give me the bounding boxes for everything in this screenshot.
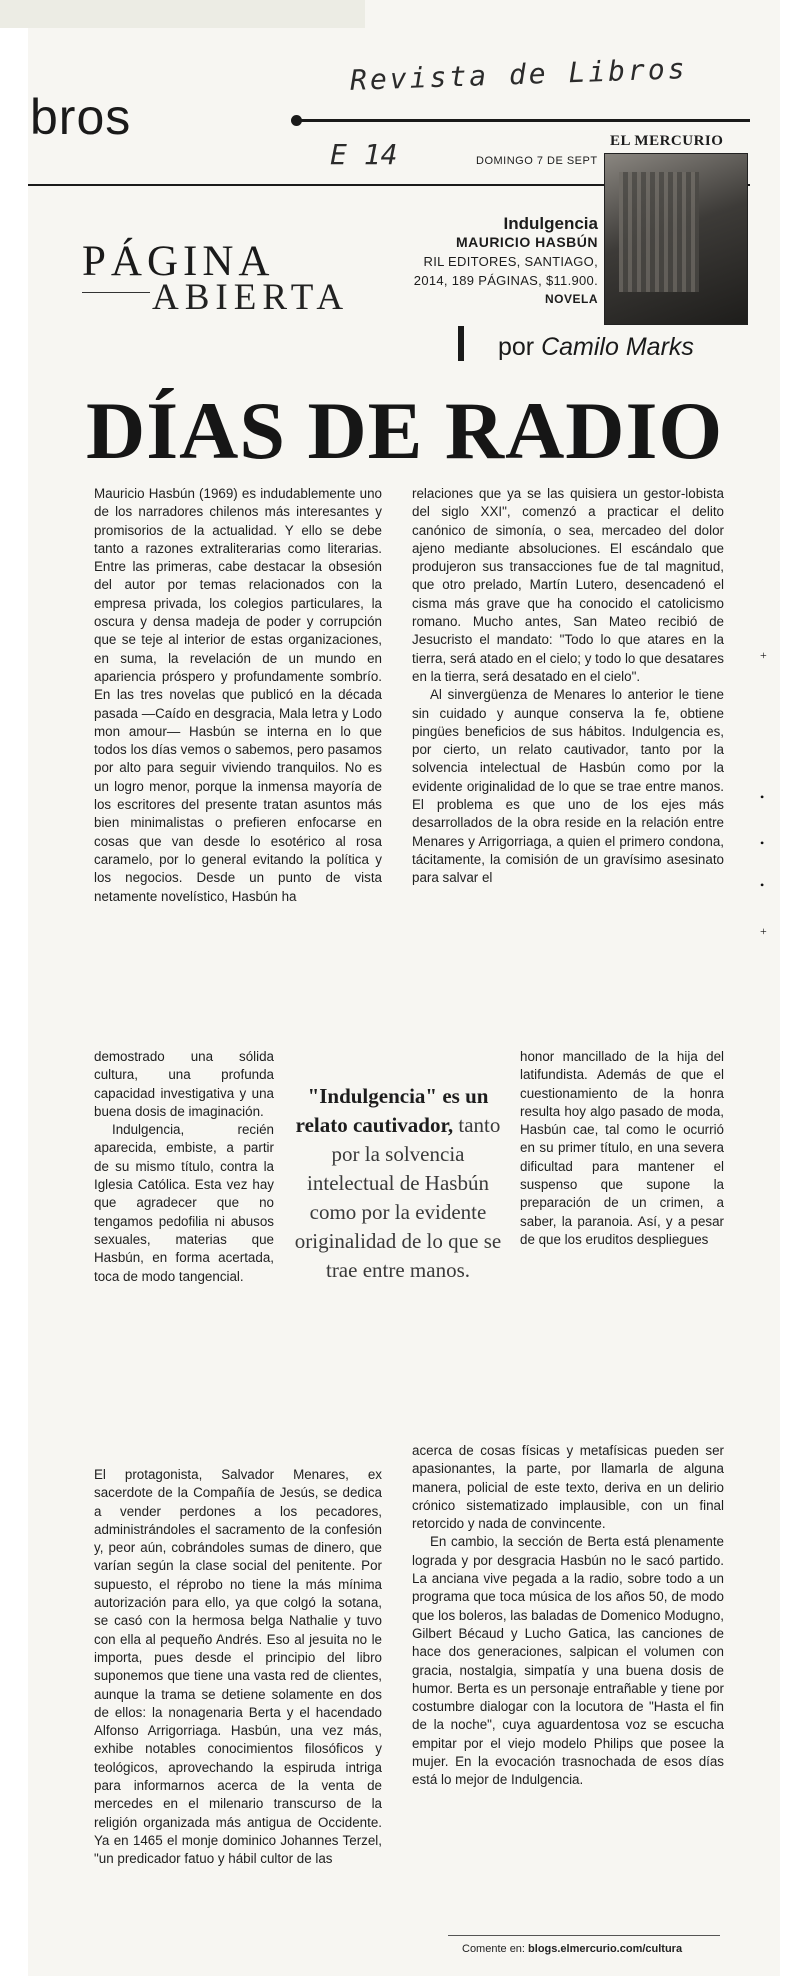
headline: DÍAS DE RADIO [86,385,724,476]
byline-prefix: por [498,333,535,361]
paragraph: honor mancillado de la hija del latifundista. Además de que el cuestionamiento de la honra resulta hoy algo pasado de moda, Hasbún cae, tal como le ocurrió en su primer título, en una severa dificultad para mantener el suspenso que supone la preparación de un crimen, a saber, la paranoia. Así, y a pesar de que los eruditos despliegues [520,1049,724,1247]
paragraph: acerca de cosas físicas y metafísicas pueden ser apasionantes, la parte, por llamarla de alguna manera, policial de este texto, deriva en un delirio crónico sistematizado implausible, con un final retorcido y nada de convincente. [412,1443,724,1532]
margin-mark: • [760,878,765,892]
paragraph: Mauricio Hasbún (1969) es indudablemente uno de los narradores chilenos más interesantes y promisorios de la actualidad. Y ello se debe tanto a razones extraliterarias como literarias. Entre las primeras, cabe destacar la obsesión del autor por temas relacionados con la empresa privada, los colegios particulares, la oscura y densa madeja de poder y corrupción que se teje al interior de estas organizaciones, en suma, la revelación de un mundo en apariencia próspero y profundamente sombrío. En las tres novelas que publicó en la década pasada —Caído en desgracia, Mala letra y Lodo mon amour— Hasbún se interna en lo que todos los días vemos o sabemos, pero pasamos por alto para seguir viviendo tranquilos. No es un logro menor, porque la inmensa mayoría de los escritores del presente tratan asuntos más bien minimalistas o prefieren enfocarse en cosas que van desde lo esotérico al rosa caramelo, por lo general evitando la política y los negocios. Desde un punto de vista netamente novelístico, Hasbún ha [94,486,382,904]
book-title: Indulgencia [503,214,598,233]
book-cover-image [604,153,748,325]
column-label-line2: ABIERTA [152,277,350,318]
article-column-2c [412,1442,724,1790]
paragraph: relaciones que ya se las quisiera un gestor-lobista del siglo XXI", comenzó a practicar el delito canónico de simonía, o sea, mercadeo del dolor ajeno mediante absoluciones. El escándalo que produjeron sus transacciones fue de tal magnitud, que otro prelado, Martín Lutero, desencadenó el cisma más grave que ha conocido el catolicismo romano. Mucho antes, San Mateo recibió de Jesucristo el mandato: "Todo lo que atares en la tierra, será atado en el cielo; y todo lo que desatares en la tierra, será desatado en el cielo". [412,486,724,684]
footer-comment [462,1943,682,1955]
paragraph: Al sinvergüenza de Menares lo anterior le tiene sin cuidado y aunque conserva la fe, obtiene pingües beneficios de sus hábitos. Indulgencia es, por cierto, un relato cautivador, tanto por la solvencia intelectual de Hasbún como por la evidente originalidad de lo que se trae entre manos. El problema es que uno de los ejes más desarrollados de la obra reside en la relación entre Menares y Arrigorriaga, a quien el primero condona, tácitamente, la comisión de un gravísimo asesinato para salvar el [412,687,724,886]
pull-quote-rest: tanto por la solvencia intelectual de Hasbún como por la evidente originalidad de lo que se trae entre manos. [294,1113,502,1282]
footer-label: Comente en: [462,1943,525,1955]
paragraph: En cambio, la sección de Berta está plenamente lograda y por desgracia Hasbún no le sacó partido. La anciana vive pegada a la radio, sobre todo a un programa que toca música de los años 50, de modo que los boleros, las baladas de Domenico Modugno, Gilbert Bécaud y Lucho Gatica, las canciones de hace dos generaciones, salpican el volumen con gracia, nostalgia, simpatía y una buena dosis de humor. Berta es un personaje entrañable y tiene por costumbre dialogar con la locutora de "Hasta el fin de la noche", cuya aguardentosa voz se escucha empitar por el viejo modelo Philips que posee la mujer. En la evocación trasnochada de esos días está lo mejor de Indulgencia. [412,1534,724,1788]
margin-mark: + [760,648,767,662]
footer-url[interactable]: blogs.elmercurio.com/cultura [528,1943,683,1955]
margin-mark: • [760,790,765,804]
book-details: 2014, 189 PÁGINAS, $11.900. [413,273,598,288]
paragraph: El protagonista, Salvador Menares, ex sacerdote de la Compañía de Jesús, se dedica a vender perdones a los pecadores, administrándoles el sacramento de la confesión y, peor aún, cobrándoles sumas de dinero, que varían según la clase social del penitente. Por supuesto, el réprobo no tiene la más mínima autorización para ello, ya que colgó la sotana, se casó con la hermosa belga Nathalie y tuvo con ella al pequeño Andrés. Eso al jesuita no le importa, pues desde el principio del libro suponemos que tiene una vasta red de clientes, aunque la trama se detiene solamente en dos de ellos: la nonagenaria Berta y el hacendado Alfonso Arrigorriaga. Hasbún, una vez más, exhibe notables conocimientos filosóficos y teológicos, aprovechando la espiruda intriga para informarnos acerca de la venta de mercedes en el milenario transcurso de la religión organizada más antigua de Occidente. Ya en 1465 el monje dominico Johannes Terzel, "un predicador fatuo y hábil cultor de las [94,1467,382,1867]
column-label-divider [82,292,150,293]
pull-quote [286,1082,510,1285]
article-column-2b [520,1048,724,1249]
byline-bar [458,326,464,361]
section-word: bros [30,89,132,145]
byline-author: Camilo Marks [541,333,694,361]
margin-mark: • [760,836,765,850]
newspaper-name: EL MERCURIO [610,133,724,149]
paragraph: Indulgencia, recién aparecida, embiste, a partir de su mismo título, contra la Iglesia Católica. Esta vez hay que agradecer que no tengamos pedofilia ni abusos sexuales, materias que Hasbún, en forma acertada, toca de modo tangencial. [94,1122,274,1284]
article-column-1 [94,485,382,906]
article-column-2 [412,485,724,888]
book-author: MAURICIO HASBÚN [455,234,598,250]
pull-quote-strong: "Indulgencia" es un relato cautivador, [295,1084,489,1137]
article-column-1b [94,1048,274,1286]
article-column-1c [94,1466,382,1869]
scan-corner-patch [0,0,365,28]
top-rule [295,119,750,122]
footer-rule [448,1935,720,1936]
margin-mark: + [760,924,767,938]
book-genre: NOVELA [544,292,598,306]
handwritten-note: Revista de Libros [349,52,689,97]
issue-date: DOMINGO 7 DE SEPT [476,155,598,167]
page-note: E 14 [330,138,398,171]
column-label-line1: PÁGINA [82,238,275,285]
paragraph: demostrado una sólida cultura, una profunda capacidad investigativa y una buena dosis de imaginación. [94,1049,274,1119]
book-publisher: RIL EDITORES, SANTIAGO, [423,254,598,269]
book-info [414,214,598,309]
byline [498,333,694,362]
